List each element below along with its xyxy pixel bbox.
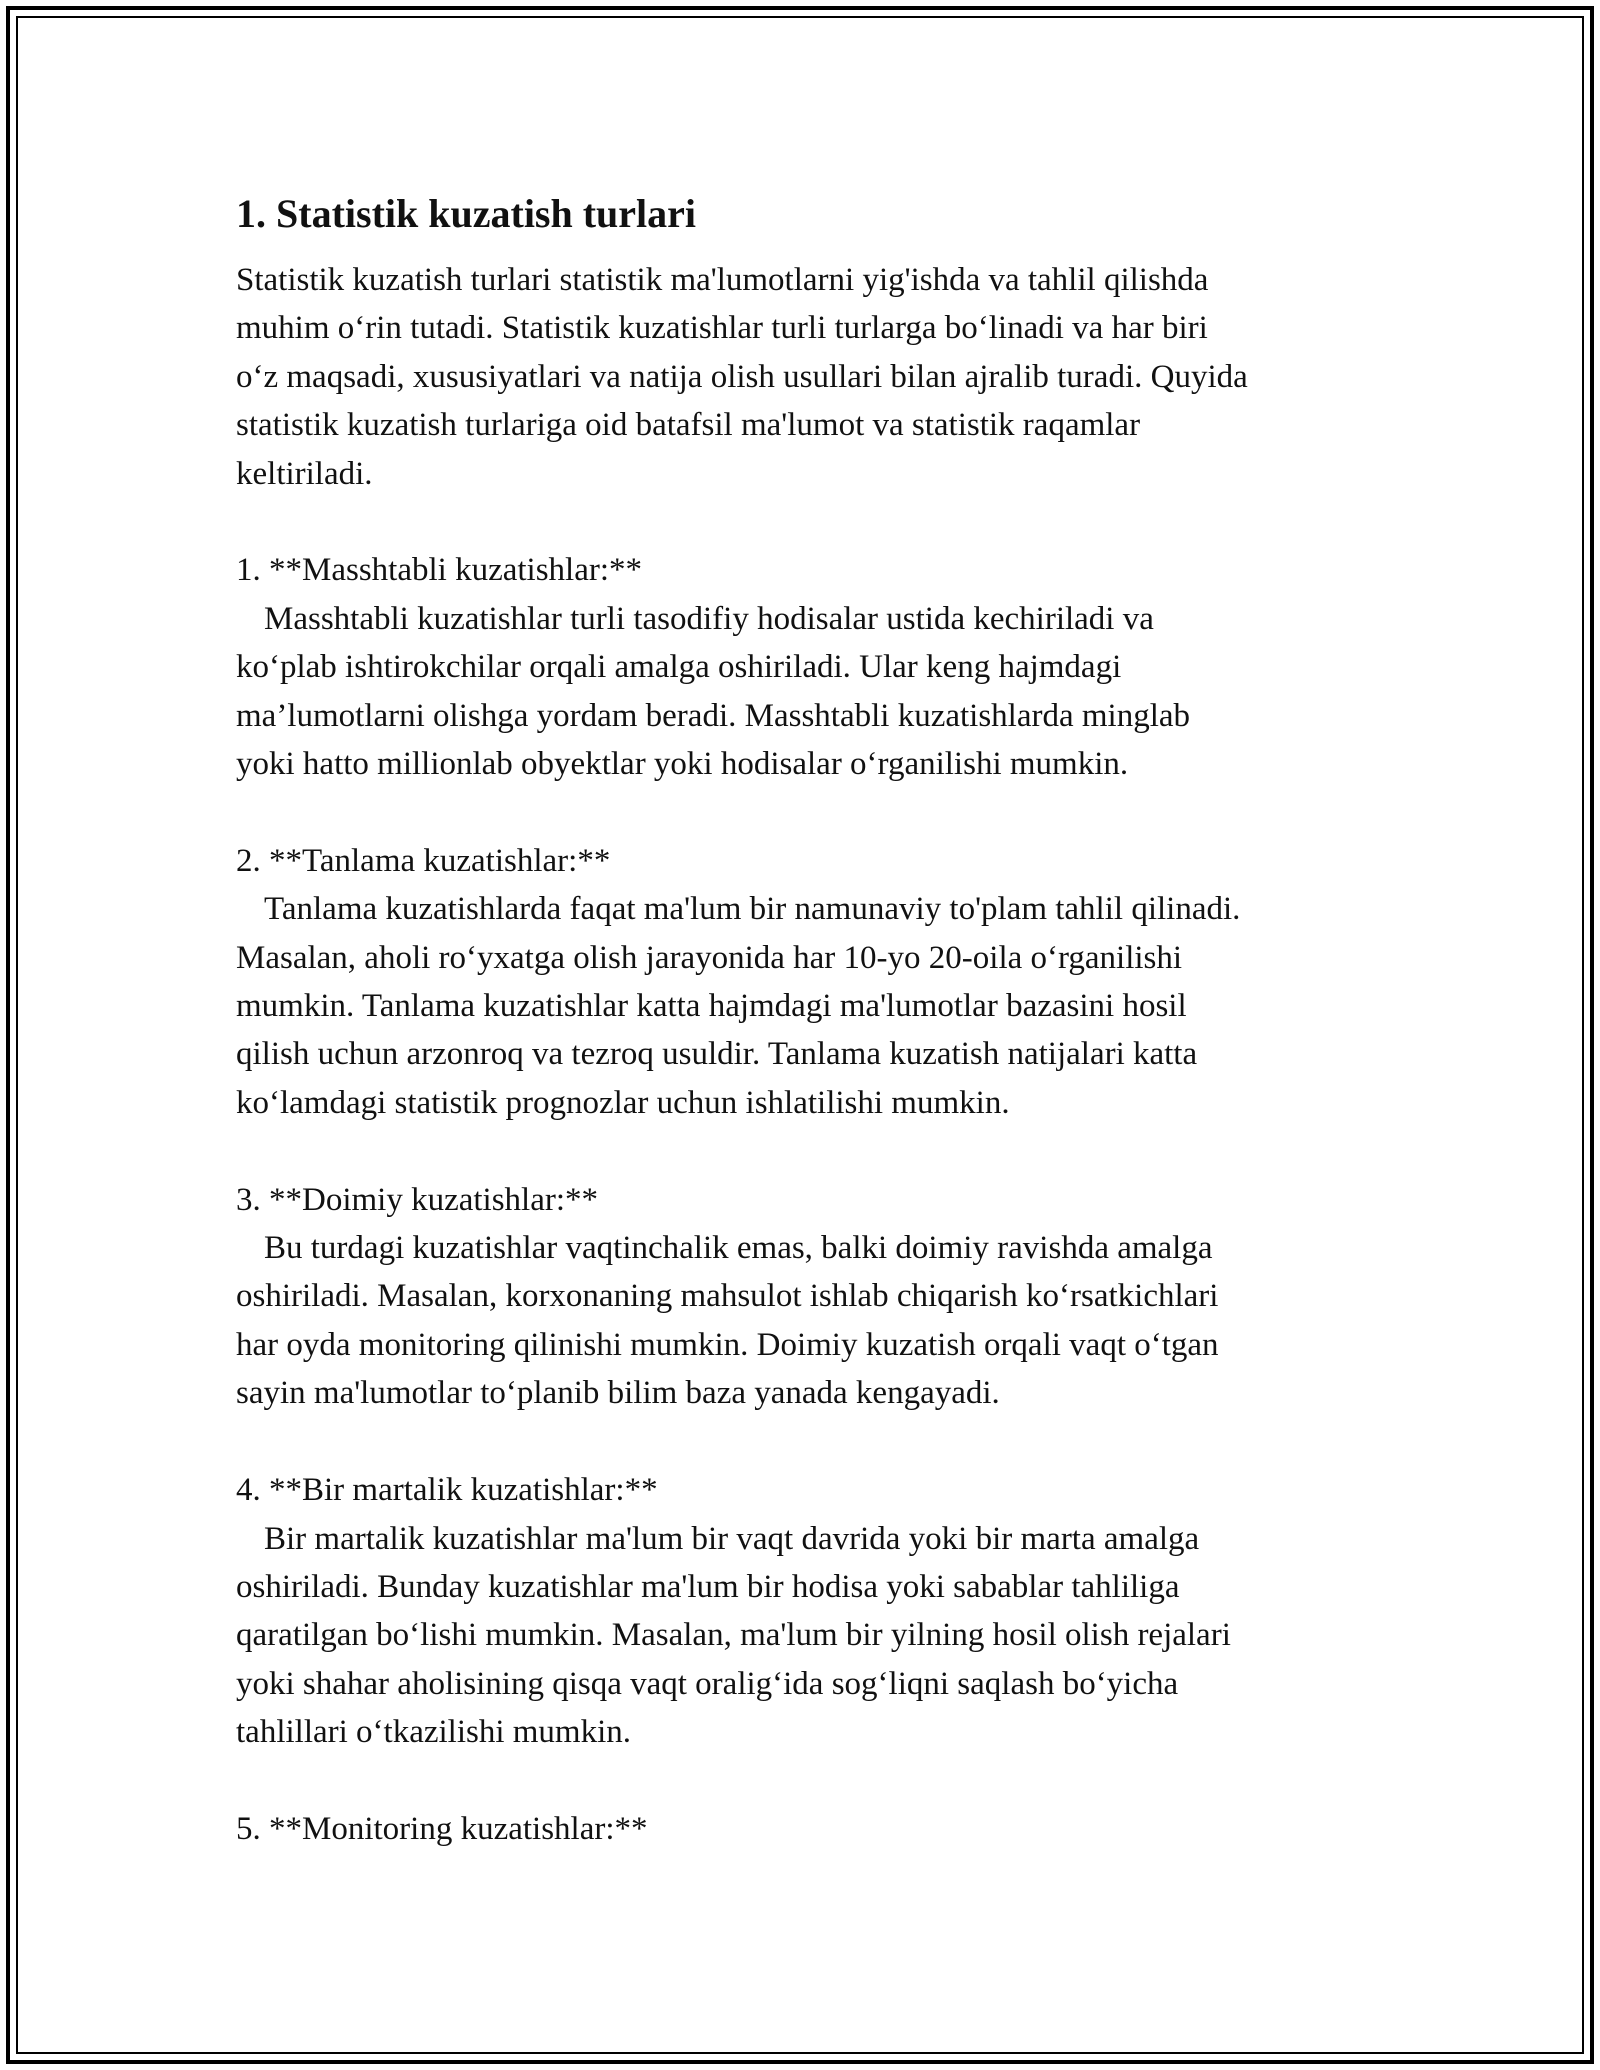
document-title: 1. Statistik kuzatish turlari — [236, 191, 697, 236]
intro-paragraph: Statistik kuzatish turlari statistik ma'lumotlarni yig'ishda va tahlil qilishda muhim o‘rin tutadi. Statistik kuzatishlar turli turlarga bo‘linadi va har biri o‘z maqsadi, xususiyatlari va natija olish usullari bilan ajralib turadi. Quyida statistik kuzatish turlariga oid batafsil ma'lumot va statistik raqamlar keltiriladi. — [236, 262, 1248, 492]
paragraph-gap — [236, 1127, 1386, 1175]
list-item — [236, 546, 1386, 788]
list-item-body: Bir martalik kuzatishlar ma'lum bir vaqt davrida yoki bir marta amalga oshiriladi. Bunday kuzatishlar ma'lum bir hodisa yoki sabablar tahliliga qaratilgan bo‘lishi mumkin. Masalan, ma'lum bir yilning hosil olish rejalari yoki shahar aholisining qisqa vaqt oralig‘ida sog‘liqni saqlash bo‘yicha tahlillari o‘tkazilishi mumkin. — [236, 1520, 1231, 1751]
paragraph-gap — [236, 788, 1386, 836]
list-item-heading: 5. **Monitoring kuzatishlar:** — [236, 1810, 648, 1847]
list-item-body: Tanlama kuzatishlarda faqat ma'lum bir namunaviy to'plam tahlil qilinadi. Masalan, aholi ro‘yxatga olish jarayonida har 10-yo 20-oila o‘rganilishi mumkin. Tanlama kuzatishlar katta hajmdagi ma'lumotlar bazasini hosil qilish uchun arzonroq va tezroq usuldir. Tanlama kuzatish natijalari katta ko‘lamdagi statistik prognozlar uchun ishlatilishi mumkin. — [236, 891, 1241, 1121]
list-item-heading: 1. **Masshtabli kuzatishlar:** — [236, 552, 643, 589]
list-item — [236, 1176, 1386, 1418]
list-item — [236, 1466, 1386, 1756]
list-item-heading: 2. **Tanlama kuzatishlar:** — [236, 842, 611, 879]
paragraph-gap — [236, 1757, 1386, 1805]
list-item — [236, 837, 1386, 1127]
list-item-heading: 4. **Bir martalik kuzatishlar:** — [236, 1472, 658, 1509]
list-item-body: Masshtabli kuzatishlar turli tasodifiy hodisalar ustida kechiriladi va ko‘plab ishtirokchilar orqali amalga oshiriladi. Ular keng hajmdagi ma’lumotlarni olishga yordam beradi. Masshtabli kuzatishlarda minglab yoki hatto millionlab obyektlar yoki hodisalar o‘rganilishi mumkin. — [236, 600, 1191, 783]
document-body — [236, 186, 1386, 1853]
list-item — [236, 1805, 1386, 1853]
paragraph-gap — [236, 1418, 1386, 1466]
paragraph-gap — [236, 498, 1386, 546]
list-item-heading: 3. **Doimiy kuzatishlar:** — [236, 1181, 599, 1218]
list-item-body: Bu turdagi kuzatishlar vaqtinchalik emas, balki doimiy ravishda amalga oshiriladi. Masalan, korxonaning mahsulot ishlab chiqarish ko‘rsatkichlari har oyda monitoring qilinishi mumkin. Doimiy kuzatish orqali vaqt o‘tgan sayin ma'lumotlar to‘planib bilim baza yanada kengayadi. — [236, 1230, 1219, 1412]
